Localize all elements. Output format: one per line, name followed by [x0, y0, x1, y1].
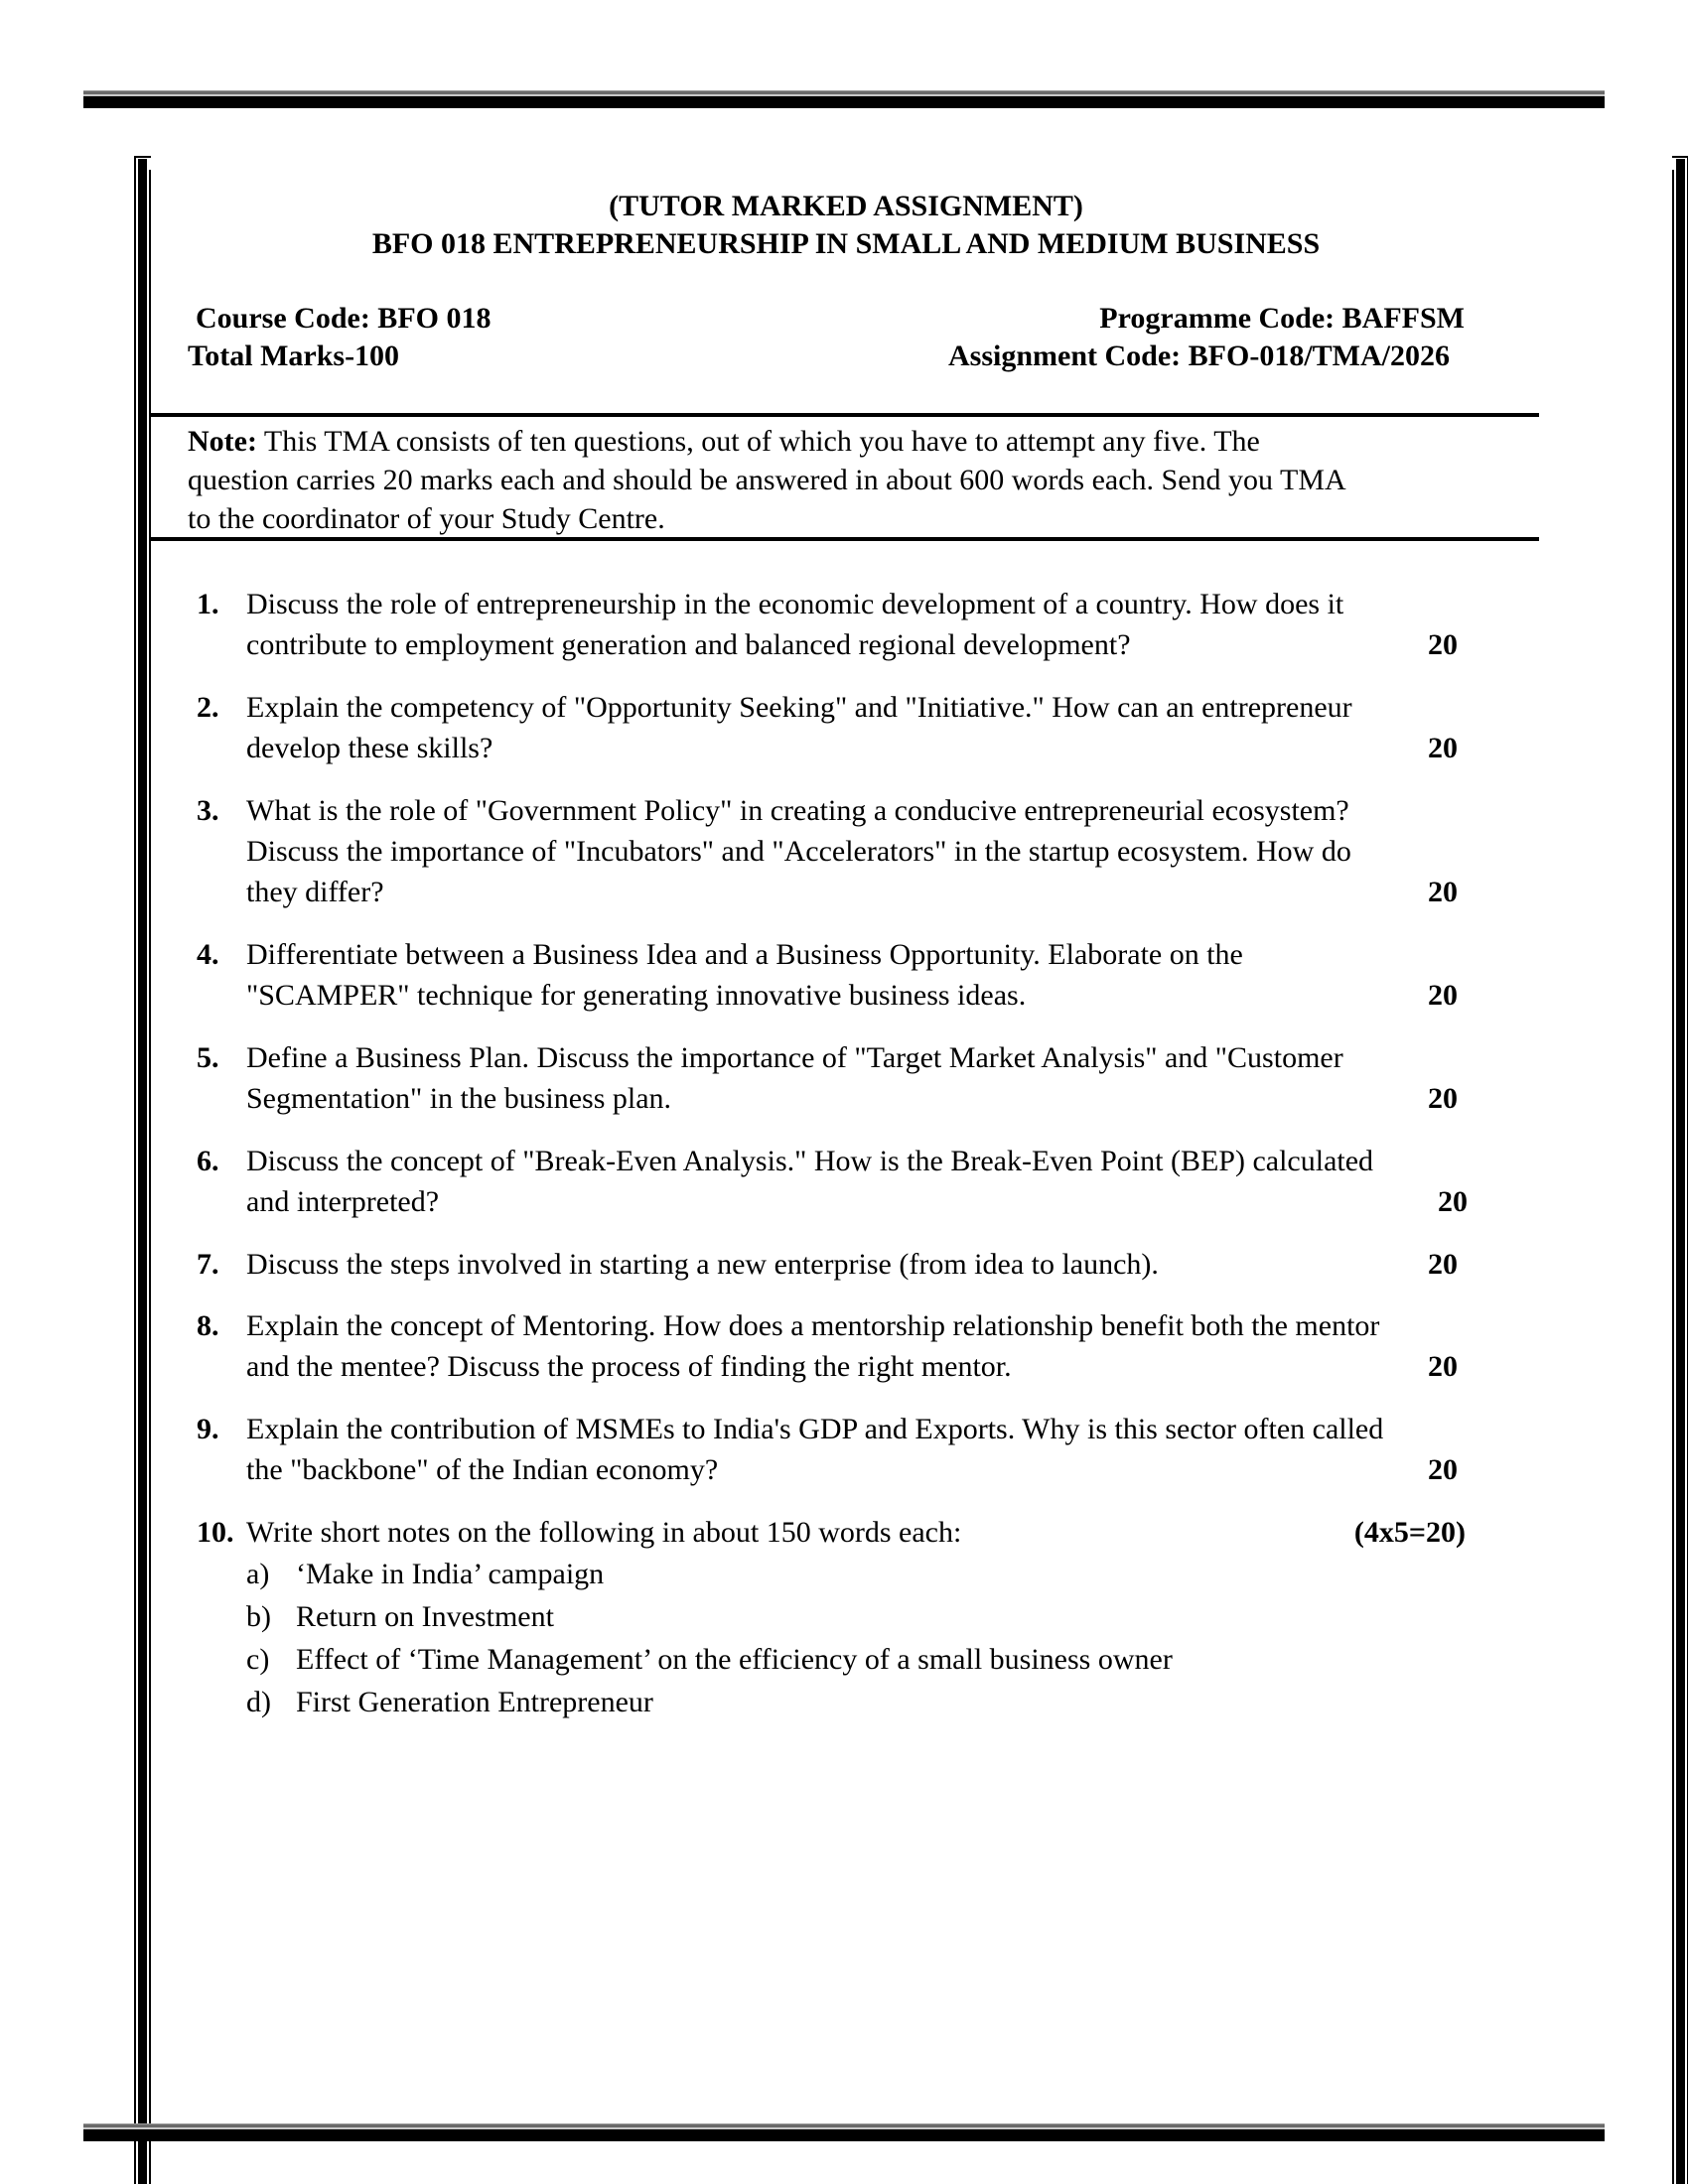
short-note-item: [246, 1682, 653, 1722]
question-number: 1.: [197, 588, 219, 620]
question-1: [197, 584, 1507, 665]
short-note-letter: b): [246, 1600, 271, 1633]
question-text: Define a Business Plan. Discuss the importance of "Target Market Analysis" and "Customer: [246, 1041, 1343, 1074]
question-marks: 20: [1428, 1248, 1458, 1281]
question-marks: 20: [1428, 979, 1458, 1012]
question-text: the "backbone" of the Indian economy?: [246, 1453, 719, 1486]
question-text: contribute to employment generation and balanced regional development?: [246, 628, 1131, 661]
question-marks: 20: [1428, 732, 1458, 764]
short-note-item: [246, 1554, 604, 1594]
question-8: [197, 1305, 1507, 1387]
note-divider-top: [151, 413, 1539, 417]
question-text: What is the role of "Government Policy" in creating a conducive entrepreneurial ecosystem?: [246, 794, 1349, 827]
question-marks: 20: [1428, 1350, 1458, 1383]
question-number: 9.: [197, 1413, 219, 1445]
question-number: 4.: [197, 938, 219, 971]
question-text: and interpreted?: [246, 1185, 440, 1218]
question-text: Write short notes on the following in about 150 words each:: [246, 1516, 962, 1549]
question-text: Discuss the steps involved in starting a new enterprise (from idea to launch).: [246, 1248, 1159, 1281]
short-note-text: Effect of ‘Time Management’ on the efficiency of a small business owner: [296, 1643, 1173, 1676]
question-text: "SCAMPER" technique for generating innovative business ideas.: [246, 979, 1027, 1012]
total-marks: Total Marks-100: [188, 340, 400, 372]
question-text: Differentiate between a Business Idea and a Business Opportunity. Elaborate on the: [246, 938, 1243, 971]
programme-code: Programme Code: BAFFSM: [1099, 302, 1465, 335]
question-marks: (4x5=20): [1353, 1516, 1466, 1549]
short-note-letter: d): [246, 1686, 271, 1718]
question-number: 2.: [197, 691, 219, 724]
question-text: Segmentation" in the business plan.: [246, 1082, 672, 1115]
question-marks: 20: [1428, 1082, 1458, 1115]
question-text: and the mentee? Discuss the process of finding the right mentor.: [246, 1350, 1012, 1383]
short-note-letter: c): [246, 1643, 270, 1676]
note-divider-bottom: [151, 537, 1539, 541]
bottom-border-rule: [83, 2123, 1605, 2141]
note-label: Note:: [188, 425, 257, 458]
question-marks: 20: [1428, 876, 1458, 908]
question-number: 8.: [197, 1309, 219, 1342]
question-7: [197, 1244, 1507, 1285]
question-marks: 20: [1428, 628, 1458, 661]
question-text: Explain the competency of "Opportunity Seeking" and "Initiative." How can an entrepreneur: [246, 691, 1352, 724]
course-code: Course Code: BFO 018: [196, 302, 492, 335]
question-text: Explain the concept of Mentoring. How does a mentorship relationship benefit both the mentor: [246, 1309, 1380, 1342]
question-number: 6.: [197, 1145, 219, 1177]
short-note-text: First Generation Entrepreneur: [296, 1686, 653, 1718]
left-page-border: [134, 156, 151, 2184]
short-note-letter: a): [246, 1558, 270, 1590]
note-line: question carries 20 marks each and should be answered in about 600 words each. Send you TMA: [188, 464, 1346, 496]
short-note-item: [246, 1639, 1173, 1680]
top-border-rule: [83, 90, 1605, 108]
question-5: [197, 1037, 1507, 1119]
question-4: [197, 934, 1507, 1016]
question-2: [197, 687, 1507, 768]
question-9: [197, 1409, 1507, 1490]
note-line: This TMA consists of ten questions, out of which you have to attempt any five. The: [256, 425, 1260, 458]
document-title: (TUTOR MARKED ASSIGNMENT): [609, 190, 1083, 222]
question-number: 3.: [197, 794, 219, 827]
question-number: 7.: [197, 1248, 219, 1281]
question-marks: 20: [1438, 1185, 1468, 1218]
question-6: [197, 1141, 1507, 1222]
right-page-border: [1672, 156, 1688, 2184]
question-marks: 20: [1428, 1453, 1458, 1486]
short-note-text: ‘Make in India’ campaign: [296, 1558, 605, 1590]
instructions-note: [188, 422, 1508, 538]
question-text: Discuss the role of entrepreneurship in the economic development of a country. How does it: [246, 588, 1344, 620]
question-3: [197, 790, 1507, 912]
short-note-text: Return on Investment: [296, 1600, 554, 1633]
question-text: develop these skills?: [246, 732, 493, 764]
short-note-item: [246, 1596, 554, 1637]
question-10: [197, 1512, 1507, 1553]
note-line: to the coordinator of your Study Centre.: [188, 502, 665, 535]
question-text: Discuss the concept of "Break-Even Analysis." How is the Break-Even Point (BEP) calculated: [246, 1145, 1374, 1177]
question-number: 10.: [197, 1516, 234, 1549]
question-text: they differ?: [246, 876, 384, 908]
question-text: Explain the contribution of MSMEs to India's GDP and Exports. Why is this sector often called: [246, 1413, 1384, 1445]
question-text: Discuss the importance of "Incubators" and "Accelerators" in the startup ecosystem. How do: [246, 835, 1351, 868]
course-title: BFO 018 ENTREPRENEURSHIP IN SMALL AND MEDIUM BUSINESS: [371, 227, 1321, 260]
assignment-code: Assignment Code: BFO-018/TMA/2026: [948, 340, 1450, 372]
question-number: 5.: [197, 1041, 219, 1074]
